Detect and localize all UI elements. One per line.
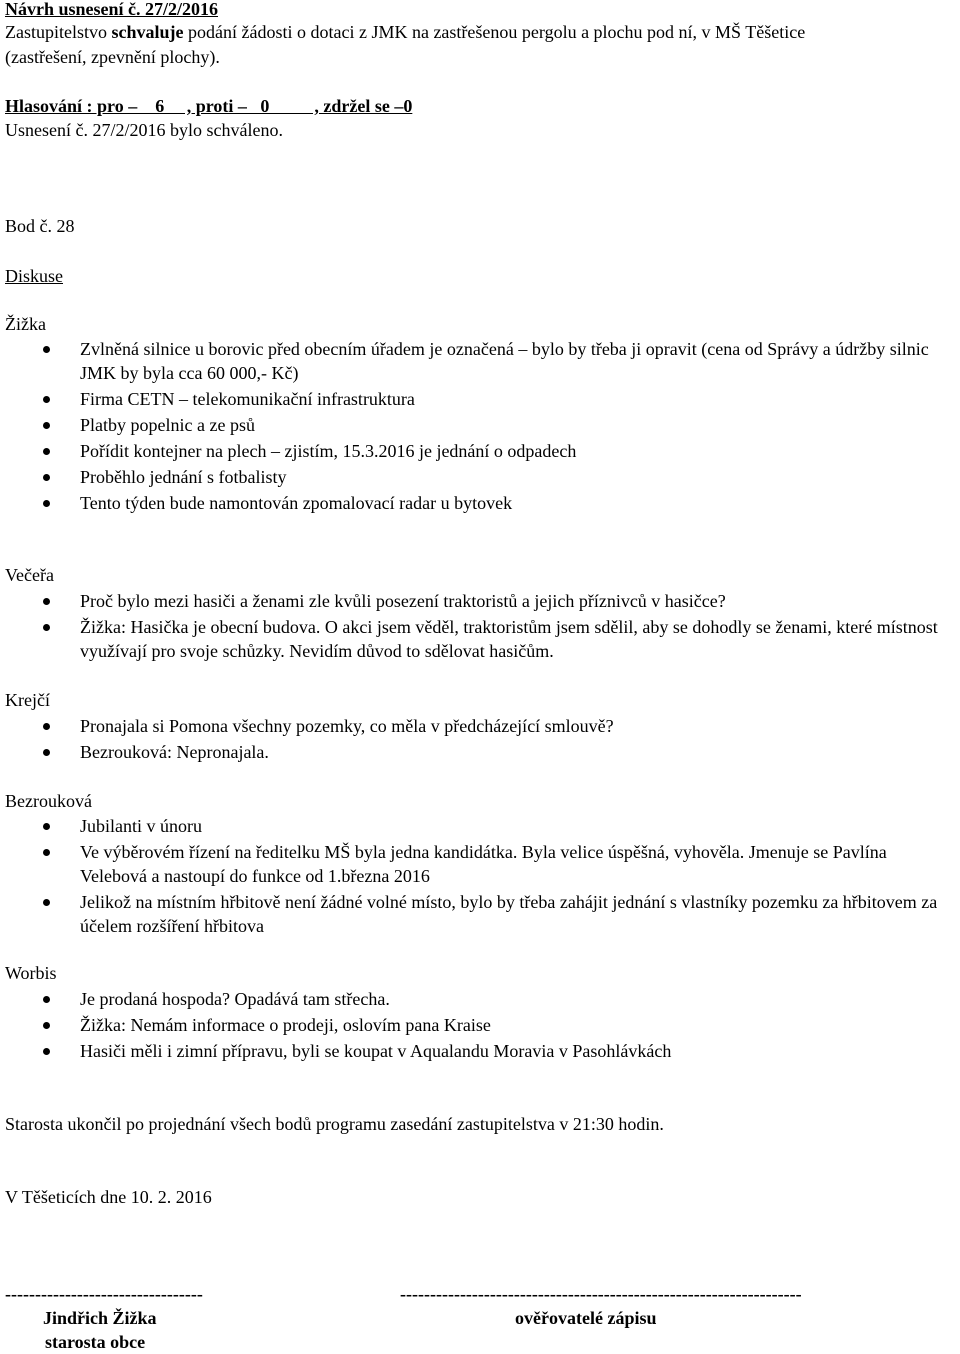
bullet-icon bbox=[43, 448, 50, 455]
list-item-text: Žižka: Hasička je obecní budova. O akci jsem věděl, traktoristům jsem sdělil, aby se dohodly se ženami, které místnost využívají pro svoje schůzky. Nevidím důvod to sdělovat hasičům. bbox=[80, 617, 938, 661]
list-item-text: Jubilanti v únoru bbox=[80, 816, 202, 836]
list-item-text: Ve výběrovém řízení na ředitelku MŠ byla jedna kandidátka. Byla velice úspěšná, vyhověla. Jmenuje se Pavlína Velebová a nastoupí do funkce od 1.března 2016 bbox=[80, 842, 887, 886]
discussion-list bbox=[5, 987, 957, 1065]
vote-result-line: Hlasování : pro – 6 , proti – 0 , zdržel se –0 bbox=[5, 96, 413, 116]
bullet-icon bbox=[43, 723, 50, 730]
list-item bbox=[5, 465, 957, 489]
list-item bbox=[5, 439, 957, 463]
motion-text-post: podání žádosti o dotaci z JMK na zastřešenou pergolu a plochu pod ní, v MŠ Těšetice bbox=[183, 22, 806, 42]
list-item-text: Zvlněná silnice u borovic před obecním úřadem je označená – bylo by třeba ji opravit (cena od Správy a údržby silnic JMK by byla cca 60 000,- Kč) bbox=[80, 339, 929, 383]
list-item-text: Žižka: Nemám informace o prodeji, oslovím pana Kraise bbox=[80, 1015, 491, 1035]
list-item bbox=[5, 413, 957, 437]
list-item-text: Pronajala si Pomona všechny pozemky, co měla v předcházející smlouvě? bbox=[80, 716, 614, 736]
bullet-icon bbox=[43, 1022, 50, 1029]
discussion-list bbox=[5, 589, 957, 665]
list-item bbox=[5, 491, 957, 515]
list-item bbox=[5, 1039, 957, 1063]
list-item-text: Proč bylo mezi hasiči a ženami zle kvůli posezení traktoristů a jejich příznivců v hasičce? bbox=[80, 591, 726, 611]
bullet-icon bbox=[43, 996, 50, 1003]
list-item-text: Pořídit kontejner na plech – zjistím, 15.3.2016 je jednání o odpadech bbox=[80, 441, 577, 461]
list-item bbox=[5, 814, 957, 838]
bullet-icon bbox=[43, 396, 50, 403]
discussion-heading: Diskuse bbox=[5, 266, 63, 286]
speaker-name: Worbis bbox=[5, 963, 57, 983]
list-item-text: Tento týden bude namontován zpomalovací radar u bytovek bbox=[80, 493, 513, 513]
bullet-icon bbox=[43, 749, 50, 756]
list-item-text: Je prodaná hospoda? Opadává tam střecha. bbox=[80, 989, 390, 1009]
signature-line-left: --------------------------------- bbox=[5, 1284, 203, 1304]
agenda-item-number: Bod č. 28 bbox=[5, 216, 75, 236]
list-item bbox=[5, 615, 957, 663]
list-item bbox=[5, 387, 957, 411]
speaker-name: Krejčí bbox=[5, 690, 50, 710]
list-item bbox=[5, 890, 957, 938]
list-item-text: Platby popelnic a ze psů bbox=[80, 415, 255, 435]
speaker-name: Žižka bbox=[5, 314, 46, 334]
list-item-text: Firma CETN – telekomunikační infrastruktura bbox=[80, 389, 415, 409]
verifiers-label: ověřovatelé zápisu bbox=[515, 1308, 657, 1328]
motion-result: Usnesení č. 27/2/2016 bylo schváleno. bbox=[5, 120, 283, 140]
bullet-icon bbox=[43, 346, 50, 353]
bullet-icon bbox=[43, 422, 50, 429]
bullet-icon bbox=[43, 899, 50, 906]
list-item bbox=[5, 337, 957, 385]
list-item bbox=[5, 740, 957, 764]
list-item bbox=[5, 589, 957, 613]
discussion-list bbox=[5, 714, 957, 766]
discussion-list bbox=[5, 337, 957, 517]
motion-title: Návrh usnesení č. 27/2/2016 bbox=[5, 0, 219, 19]
list-item bbox=[5, 840, 957, 888]
signature-line-right: ------------------------------------------------------------------- bbox=[400, 1284, 802, 1304]
bullet-icon bbox=[43, 624, 50, 631]
list-item bbox=[5, 987, 957, 1011]
closing-statement: Starosta ukončil po projednání všech bodů programu zasedání zastupitelstva v 21:30 hodin. bbox=[5, 1114, 664, 1134]
signatory-name: Jindřich Žižka bbox=[43, 1308, 157, 1328]
list-item-text: Jelikož na místním hřbitově není žádné volné místo, bylo by třeba zahájit jednání s vlastníky pozemku za hřbitovem za účelem rozšíření hřbitova bbox=[80, 892, 938, 936]
bullet-icon bbox=[43, 598, 50, 605]
motion-text-line2: (zastřešení, zpevnění plochy). bbox=[5, 47, 220, 67]
list-item-text: Bezrouková: Nepronajala. bbox=[80, 742, 269, 762]
place-date: V Těšeticích dne 10. 2. 2016 bbox=[5, 1187, 212, 1207]
bullet-icon bbox=[43, 474, 50, 481]
motion-text-pre: Zastupitelstvo bbox=[5, 22, 112, 42]
list-item bbox=[5, 714, 957, 738]
bullet-icon bbox=[43, 823, 50, 830]
motion-text bbox=[5, 20, 805, 44]
signatory-role: starosta obce bbox=[45, 1332, 146, 1352]
bullet-icon bbox=[43, 849, 50, 856]
list-item-text: Proběhlo jednání s fotbalisty bbox=[80, 467, 287, 487]
list-item-text: Hasiči měli i zimní přípravu, byli se koupat v Aqualandu Moravia v Pasohlávkách bbox=[80, 1041, 672, 1061]
bullet-icon bbox=[43, 1048, 50, 1055]
bullet-icon bbox=[43, 500, 50, 507]
motion-text-bold: schvaluje bbox=[111, 22, 184, 42]
list-item bbox=[5, 1013, 957, 1037]
discussion-list bbox=[5, 814, 957, 940]
speaker-name: Večeřa bbox=[5, 565, 54, 585]
speaker-name: Bezrouková bbox=[5, 791, 92, 811]
